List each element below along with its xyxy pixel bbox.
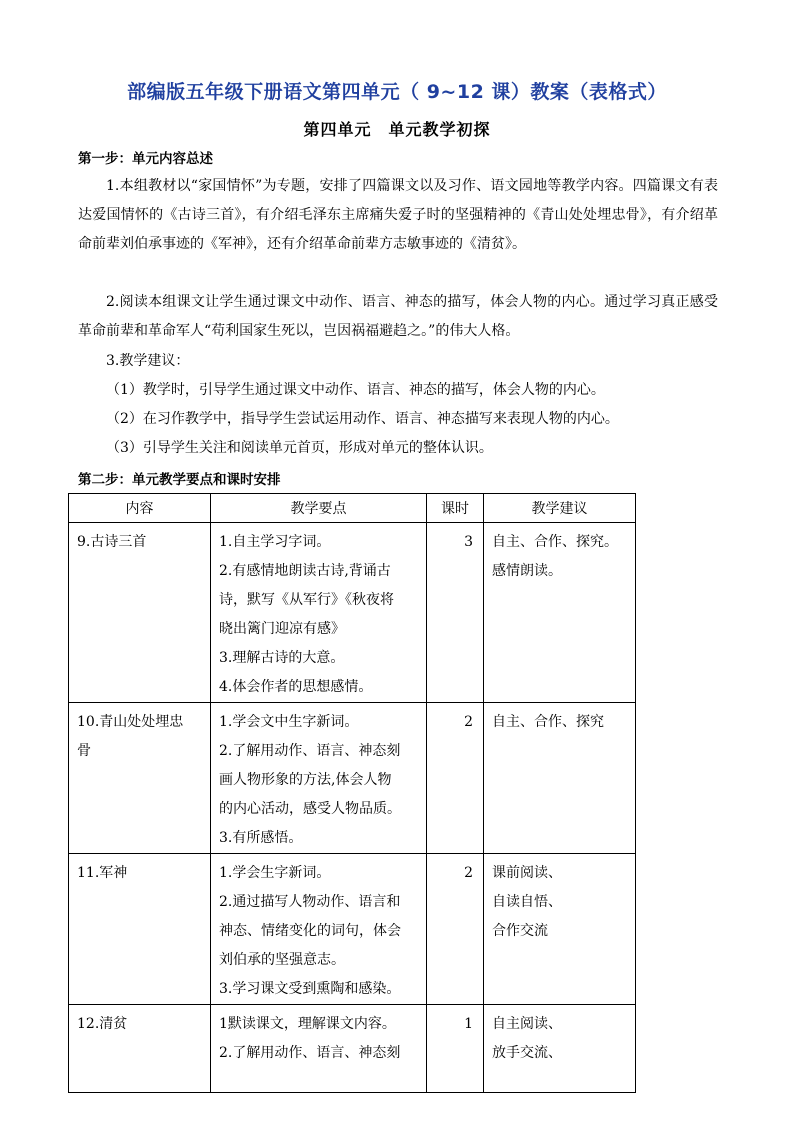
points-cell-line: 晓出篱门迎凉有感》 [219,621,345,637]
lesson-cell [69,703,211,854]
lesson-cell [69,1005,211,1093]
step2-heading: 第二步：单元教学要点和课时安排 [78,472,281,488]
hours-cell [427,1005,484,1093]
points-cell-line: 1.学会文中生字新词。 [219,714,359,730]
lesson-cell-line: 12.清贫 [77,1016,128,1032]
points-cell [211,703,427,854]
points-cell-line: 诗，默写《从军行》《秋夜将 [219,592,394,608]
points-cell-line: 2.了解用动作、语言、神态刻 [219,743,401,759]
points-cell [211,854,427,1005]
points-cell-line: 4.体会作者的思想感情。 [219,679,373,695]
hours-value: 2 [464,865,473,881]
step1-heading: 第一步：单元内容总述 [78,151,213,167]
suggestion-1: （1）教学时，引导学生通过课文中动作、语言、神态的描写，体会人物的内心。 [106,382,605,398]
points-cell [211,1005,427,1093]
points-cell-line: 画人物形象的方法,体会人物 [219,772,392,788]
points-cell-line: 3.学习课文受到熏陶和感染。 [219,981,401,997]
points-cell-line: 刘伯承的坚强意志。 [219,952,345,968]
step1-paragraph-2: 2.阅读本组课文让学生通过课文中动作、语言、神态的描写，体会人物的内心。通过学习真正感受革命前辈和革命军人“苟利国家生死以，岂因祸福避趋之。”的伟大人格。 [78,294,718,339]
hours-cell [427,703,484,854]
header-hours: 课时 [427,494,484,523]
document-subtitle: 第四单元 单元教学初探 [303,120,491,139]
step1-paragraph-1: 1.本组教材以“家国情怀”为专题，安排了四篇课文以及习作、语文园地等教学内容。四篇课文有表达爱国情怀的《古诗三首》，有介绍毛泽东主席痛失爱子时的坚强精神的《青山处处埋忠骨》，有介绍革命前辈刘伯承事迹的《军神》，还有介绍革命前辈方志敏事迹的《清贫》。 [78,178,718,252]
suggestion-3: （3）引导学生关注和阅读单元首页，形成对单元的整体认识。 [106,440,493,456]
hours-value: 2 [464,714,473,730]
hours-cell [427,854,484,1005]
header-advice: 教学建议 [484,494,636,523]
points-cell-line: 1.学会生字新词。 [219,865,331,881]
points-cell-line: 2.了解用动作、语言、神态刻 [219,1045,401,1061]
points-cell [211,523,427,703]
points-cell-line: 神态、情绪变化的词句，体会 [219,923,401,939]
document-title: 部编版五年级下册语文第四单元（ 9~12 课）教案（表格式） [127,81,667,103]
table-row [69,523,636,703]
lesson-cell-line: 10.青山处处埋忠 [77,714,184,730]
table-row [69,703,636,854]
points-cell-line: 1.自主学习字词。 [219,534,331,550]
points-cell-line: 的内心活动，感受人物品质。 [219,801,401,817]
header-content: 内容 [69,494,211,523]
table-body [69,523,636,1093]
advice-cell-line: 放手交流、 [492,1045,562,1061]
lesson-cell [69,854,211,1005]
advice-cell-line: 感情朗读。 [492,563,562,579]
lesson-plan-table [68,493,636,1093]
lesson-cell [69,523,211,703]
table-row [69,854,636,1005]
lesson-cell-line: 骨 [77,743,91,759]
points-cell-line: 1默读课文，理解课文内容。 [219,1016,396,1032]
advice-cell [484,854,636,1005]
points-cell-line: 2.通过描写人物动作、语言和 [219,894,401,910]
points-cell-line: 3.有所感悟。 [219,830,303,846]
advice-cell-line: 合作交流 [492,923,548,939]
lesson-cell-line: 9.古诗三首 [77,534,147,550]
suggestion-2: （2）在习作教学中，指导学生尝试运用动作、语言、神态描写来表现人物的内心。 [106,411,619,427]
header-points: 教学要点 [211,494,427,523]
advice-cell [484,703,636,854]
advice-cell [484,523,636,703]
lesson-cell-line: 11.军神 [77,865,128,881]
points-cell-line: 3.理解古诗的大意。 [219,650,345,666]
advice-cell-line: 课前阅读、 [492,865,562,881]
advice-cell-line: 自主、合作、探究 [492,714,604,730]
points-cell-line: 2.有感情地朗读古诗,背诵古 [219,563,391,579]
hours-value: 1 [464,1016,473,1032]
step1-paragraph-3: 3.教学建议： [106,353,190,369]
table-row [69,1005,636,1093]
table-header-row [69,494,636,523]
hours-cell [427,523,484,703]
hours-value: 3 [464,534,473,550]
advice-cell [484,1005,636,1093]
advice-cell-line: 自主阅读、 [492,1016,562,1032]
advice-cell-line: 自主、合作、探究。 [492,534,618,550]
advice-cell-line: 自读自悟、 [492,894,562,910]
